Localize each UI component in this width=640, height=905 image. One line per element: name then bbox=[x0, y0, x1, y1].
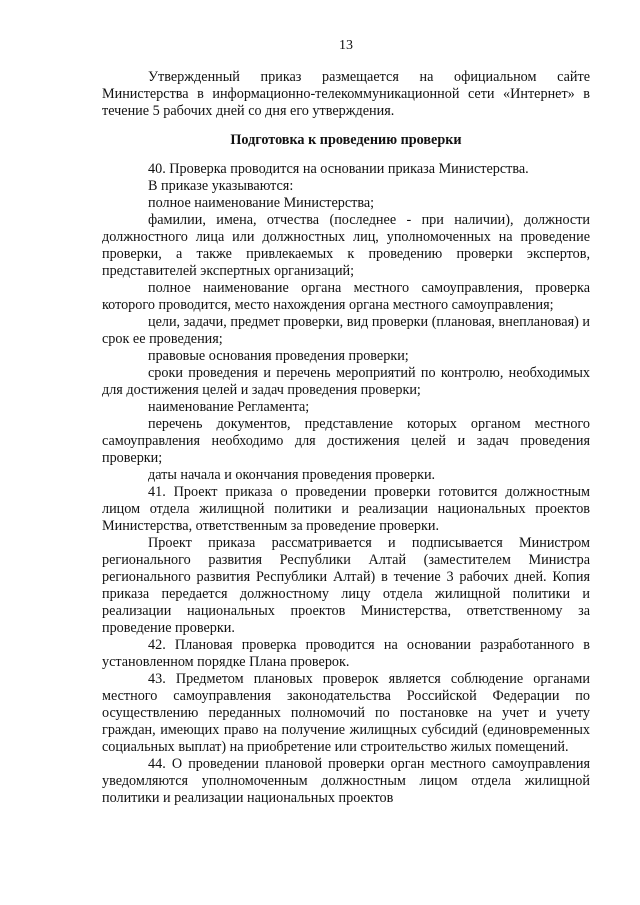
paragraph: 43. Предметом плановых проверок является соблюдение органами местного самоуправления законодательства Российской Федерации по осуществлению переданных полномочий по постановке на учет и учету граждан, имеющих право на получение жилищных субсидий (единовременных социальных выплат) на приобретение или строительство жилых помещений. bbox=[102, 671, 590, 755]
paragraph: фамилии, имена, отчества (последнее - при наличии), должности должностного лица или должностных лиц, уполномоченных на проведение проверки, а также привлекаемых к проведению проверки экспертов, представителей экспертных организаций; bbox=[102, 212, 590, 279]
paragraph: перечень документов, представление которых органом местного самоуправления необходимо для достижения целей и задач проведения проверки; bbox=[102, 416, 590, 466]
paragraph: 40. Проверка проводится на основании приказа Министерства. bbox=[148, 161, 529, 177]
paragraph: цели, задачи, предмет проверки, вид проверки (плановая, внеплановая) и срок ее проведения; bbox=[102, 314, 590, 347]
paragraph: даты начала и окончания проведения проверки. bbox=[148, 467, 436, 483]
paragraph: сроки проведения и перечень мероприятий по контролю, необходимых для достижения целей и задач проведения проверки; bbox=[102, 365, 590, 398]
page-number: 13 bbox=[339, 38, 353, 53]
paragraph: 41. Проект приказа о проведении проверки готовится должностным лицом отдела жилищной политики и реализации национальных проектов Министерства, ответственным за проведение проверки. bbox=[102, 484, 590, 534]
section-heading: Подготовка к проведению проверки bbox=[230, 132, 462, 148]
paragraph: полное наименование Министерства; bbox=[148, 195, 375, 211]
paragraph: правовые основания проведения проверки; bbox=[148, 348, 409, 364]
paragraph: полное наименование органа местного самоуправления, проверка которого проводится, место нахождения органа местного самоуправления; bbox=[102, 280, 590, 313]
paragraph: Утвержденный приказ размещается на официальном сайте Министерства в информационно-телекоммуникационной сети «Интернет» в течение 5 рабочих дней со дня его утверждения. bbox=[102, 69, 590, 119]
document-body bbox=[102, 69, 590, 807]
paragraph: 42. Плановая проверка проводится на основании разработанного в установленном порядке Плана проверок. bbox=[102, 637, 590, 670]
paragraph: Проект приказа рассматривается и подписывается Министром регионального развития Республики Алтай (заместителем Министра регионального развития Республики Алтай) в течение 3 рабочих дней. Копия приказа передается должностному лицу отдела жилищной политики и реализации национальных проектов Министерства, ответственному за проведение проверки. bbox=[102, 535, 590, 636]
paragraph: В приказе указываются: bbox=[148, 178, 294, 194]
paragraph: 44. О проведении плановой проверки орган местного самоуправления уведомляются уполномоченным должностным лицом отдела жилищной политики и реализации национальных проектов bbox=[102, 756, 590, 806]
paragraph: наименование Регламента; bbox=[148, 399, 310, 415]
